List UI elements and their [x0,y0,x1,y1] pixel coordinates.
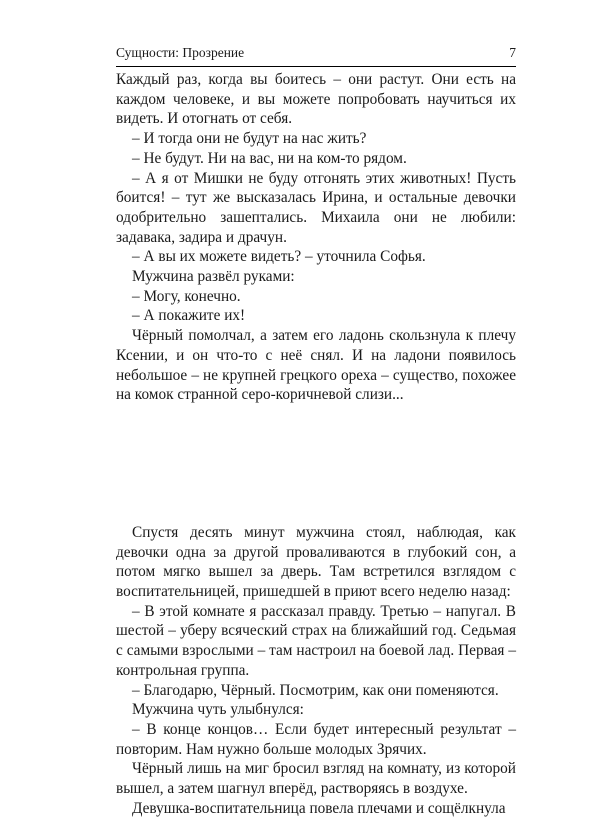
header-rule [116,66,516,67]
section-break [116,405,516,523]
paragraph: – В этой комнате я рассказал правду. Третью – напугал. В шестой – уберу всяческий страх на ближайший год. Седьмая с самыми взрослыми – там настроил на боевой лад. Первая – контрольная группа. [116,602,516,679]
paragraph: – И тогда они не будут на нас жить? [132,130,367,148]
page-number: 7 [509,45,516,60]
paragraph: Мужчина развёл руками: [132,268,295,286]
paragraph: Чёрный лишь на миг бросил взгляд на комнату, из которой вышел, а затем шагнул вперёд, растворяясь в воздухе. [116,760,516,798]
paragraph: – В конце концов… Если будет интересный результат – повторим. Нам нужно больше молодых Зрячих. [116,720,516,758]
paragraph: – А покажите их! [132,307,246,325]
paragraph: – А я от Мишки не буду отгонять этих животных! Пусть боится! – тут же высказалась Ирина, и остальные девочки одобрительно зашептались. Михаила они не любили: задавака, задира и драчун. [116,169,516,246]
paragraph: Чёрный помолчал, а затем его ладонь скользнула к плечу Ксении, и он что-то с неё снял. И на ладони появилось небольшое – не крупней грецкого ореха – существо, похожее на комок странной серо-коричневой слизи... [116,327,516,404]
paragraph: – А вы их можете видеть? – уточнила Софья. [132,248,426,266]
paragraph: – Благодарю, Чёрный. Посмотрим, как они поменяются. [132,681,499,699]
paragraph: – Могу, конечно. [132,287,241,305]
paragraph: Мужчина чуть улыбнулся: [132,701,304,719]
paragraph: Каждый раз, когда вы боитесь – они растут. Они есть на каждом человеке, и вы можете попробовать научиться их видеть. И отогнать от себя. [116,71,516,128]
running-title: Сущности: Прозрение [116,45,245,60]
paragraph: Спустя десять минут мужчина стоял, наблюдая, как девочки одна за другой проваливаются в глубокий сон, а потом мягко вышел за дверь. Там встретился взглядом с воспитательницей, пришедшей в приют всего неделю назад: [116,523,516,601]
paragraph: Девушка-воспитательница повела плечами и сощёлкнула [132,799,506,817]
page-body [116,70,516,819]
paragraph: – Не будут. Ни на вас, ни на ком-то рядом. [132,149,407,167]
